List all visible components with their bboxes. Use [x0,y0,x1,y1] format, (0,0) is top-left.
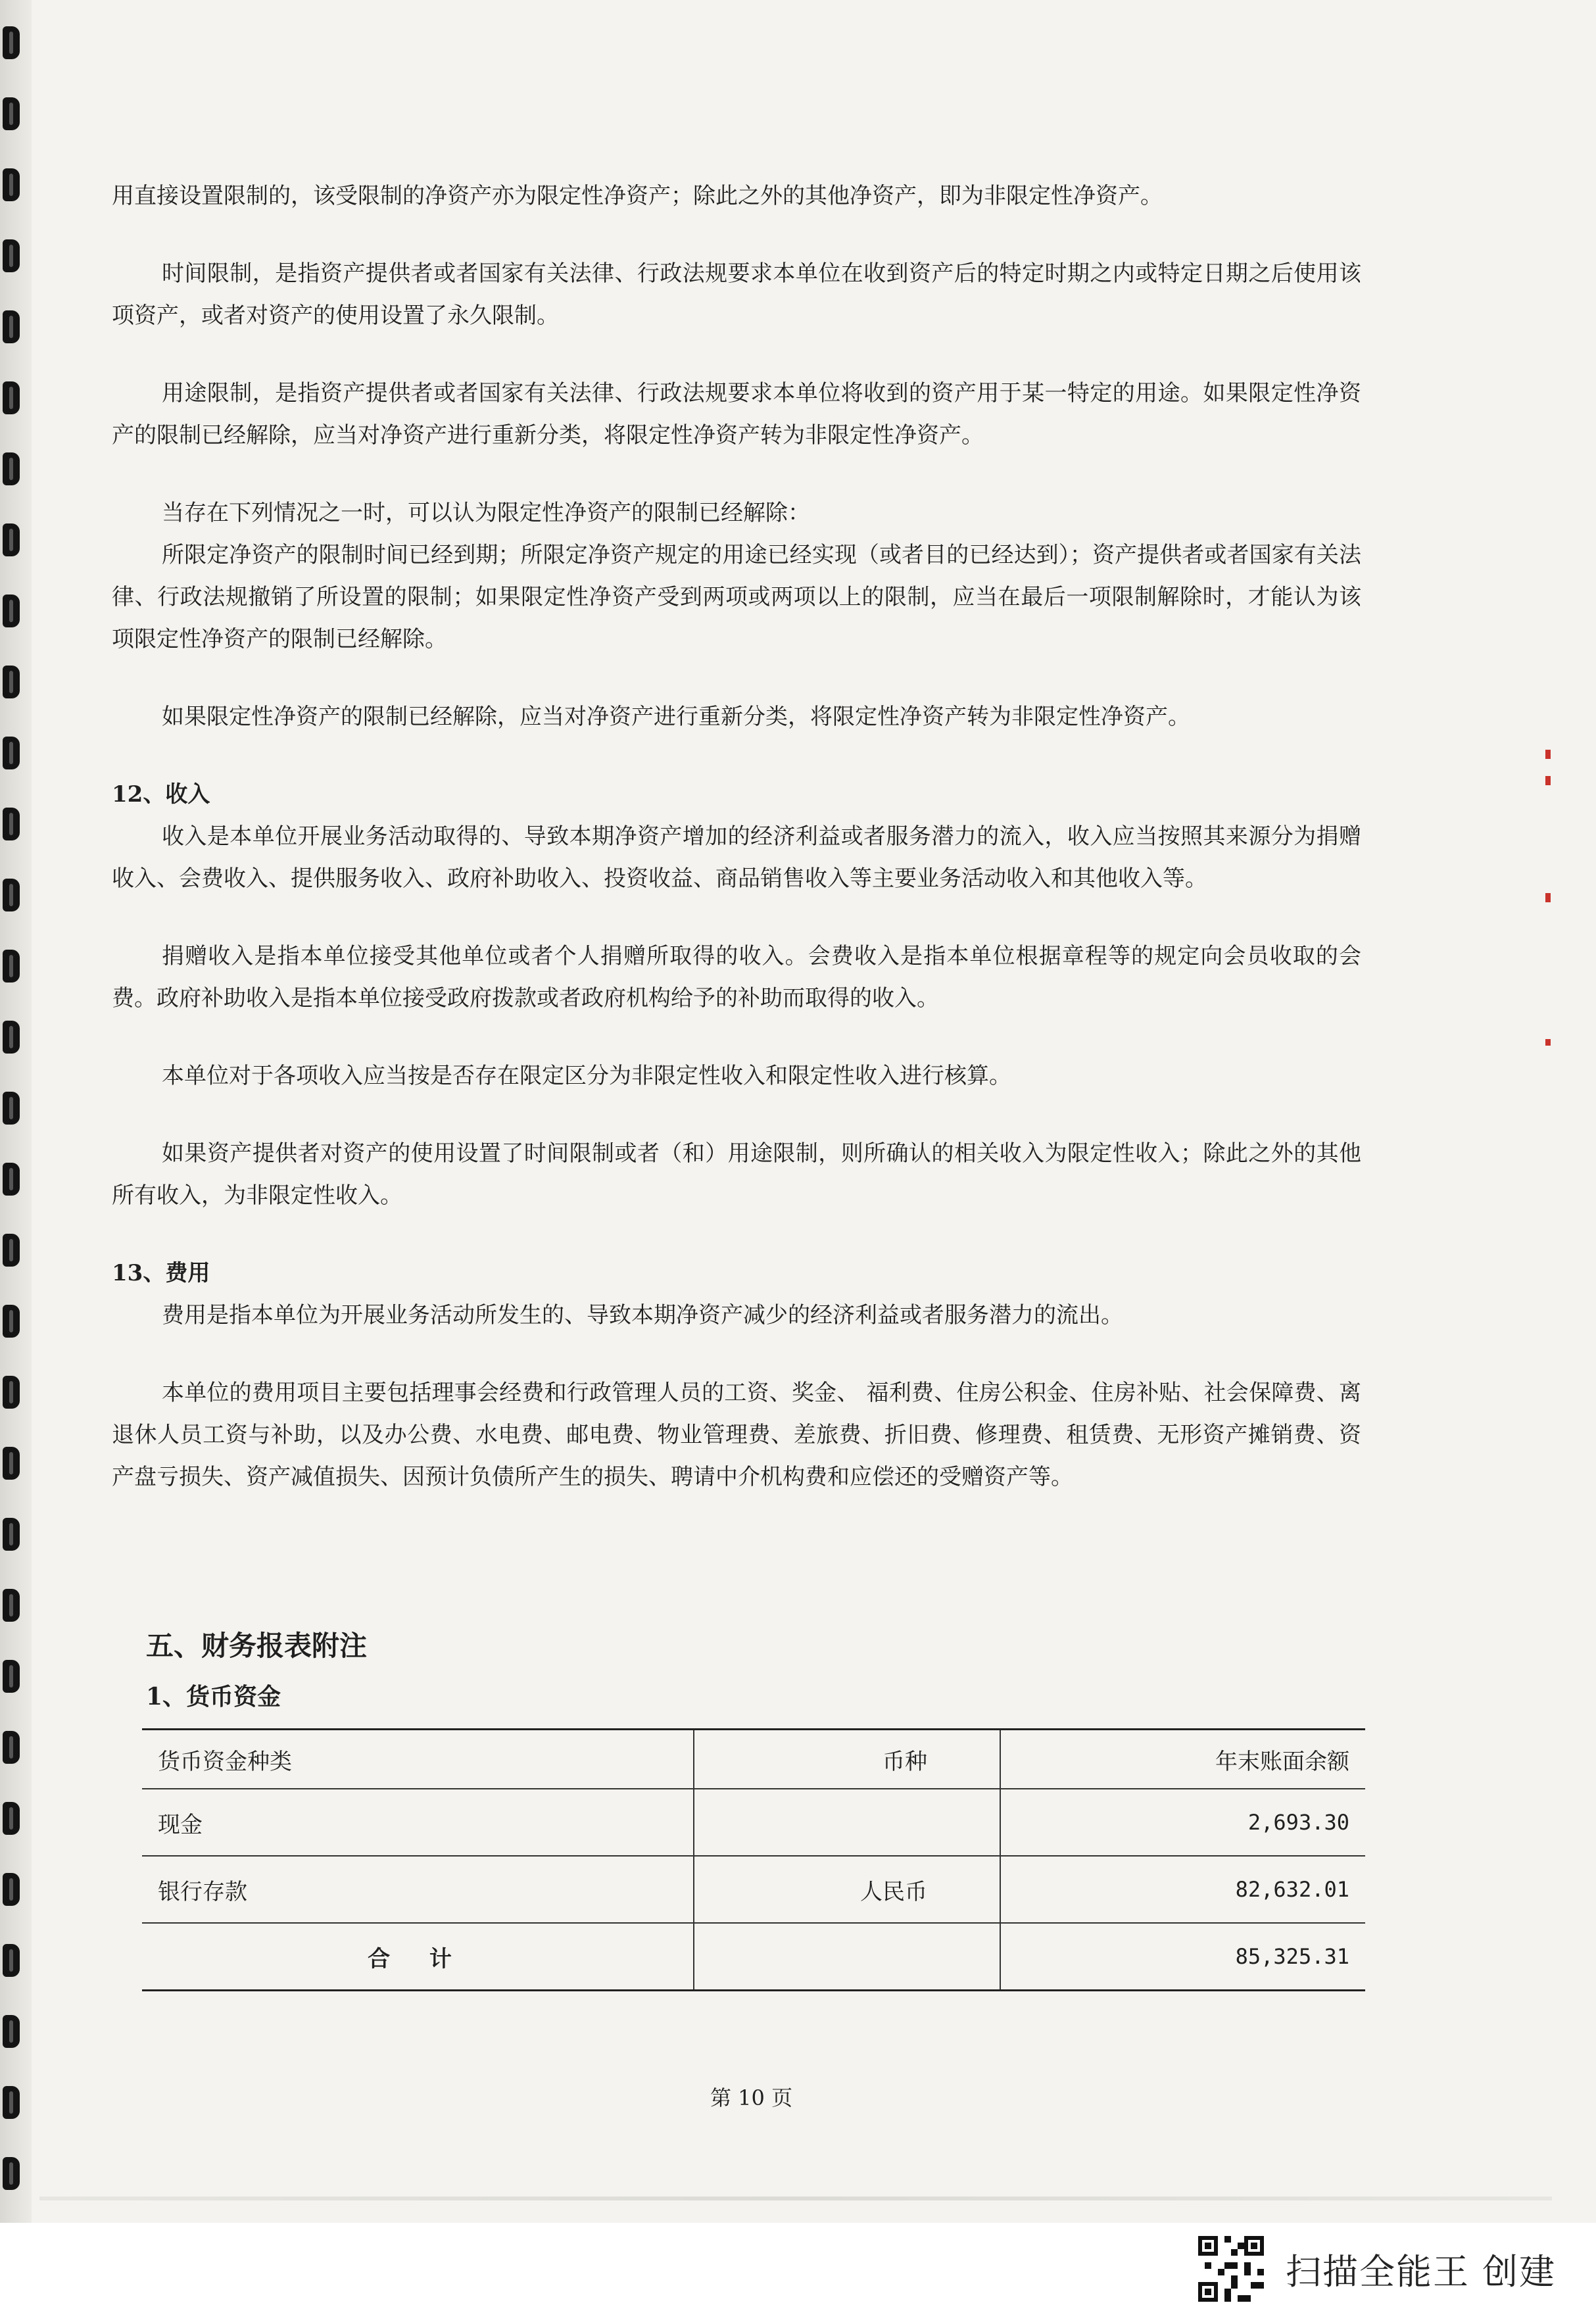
paragraph-reclassify: 如果限定性净资产的限制已经解除，应当对净资产进行重新分类，将限定性净资产转为非限定性净资产。 [162,704,1190,730]
binding-ring [3,168,20,201]
cell-balance: 2,693.30 [1000,1789,1365,1856]
paragraph-donation-income: 捐赠收入是指本单位接受其他单位或者个人捐赠所取得的收入。会费收入是指本单位根据章程等的规定向会员收取的会费。政府补助收入是指本单位接受政府拨款或者政府机构给予的补助而取得的收入。 [112,943,1361,1011]
binding-ring [3,666,20,698]
total-currency [694,1923,1000,1991]
binding-ring [3,97,20,130]
paragraph-release-conditions: 当存在下列情况之一时，可以认为限定性净资产的限制已经解除： [162,500,810,526]
section-title: 五、财务报表附注 [146,1630,368,1662]
header-cash-type: 货币资金种类 [142,1730,694,1789]
heading-expenses: 13、费用 [112,1260,210,1286]
paragraph-income-definition: 收入是本单位开展业务活动取得的、导致本期净资产增加的经济利益或者服务潜力的流入，收入应当按照其来源分为捐赠收入、会费收入、提供服务收入、政府补助收入、投资收益、商品销售收入等主要业务活动收入和其他收入等。 [112,823,1361,892]
binding-ring [3,1305,20,1338]
binding-ring [3,239,20,272]
binding-ring [3,1092,20,1125]
scanner-brand-label: 扫描全能王 创建 [1286,2251,1557,2293]
red-mark [1545,750,1551,759]
paragraph-expense-definition: 费用是指本单位为开展业务活动所发生的、导致本期净资产减少的经济利益或者服务潜力的流出。 [162,1302,1123,1328]
binding-ring [3,1447,20,1480]
page-number: 第 10 页 [710,2085,793,2110]
binding-ring [3,1660,20,1693]
paragraph-1: 用直接设置限制的，该受限制的净资产亦为限定性净资产；除此之外的其他净资产，即为非限定性净资产。 [112,183,1163,209]
binding-ring [3,1944,20,1977]
table-header-row [142,1730,1365,1789]
binding-ring [3,2157,20,2190]
binding-ring [3,381,20,414]
binding-ring [3,808,20,840]
paragraph-restricted-income: 如果资产提供者对资产的使用设置了时间限制或者（和）用途限制，则所确认的相关收入为限定性收入；除此之外的其他所有收入，为非限定性收入。 [112,1140,1361,1209]
qr-code-icon [1198,2236,1264,2302]
binding-ring [3,2015,20,2048]
binding-ring [3,1163,20,1196]
section-subtitle: 1、货币资金 [146,1683,281,1711]
red-mark [1545,776,1551,785]
table-total-row [142,1923,1365,1991]
binding-ring [3,523,20,556]
total-balance: 85,325.31 [1000,1923,1365,1991]
cell-type: 现金 [142,1789,694,1856]
binding-ring [3,1731,20,1764]
paragraph-use-restriction: 用途限制，是指资产提供者或者国家有关法律、行政法规要求本单位将收到的资产用于某一特定的用途。如果限定性净资产的限制已经解除，应当对净资产进行重新分类，将限定性净资产转为非限定性净资产。 [112,380,1361,449]
binding-ring [3,310,20,343]
body-text [112,175,1361,1498]
binding-ring [3,1802,20,1835]
cell-currency: 人民币 [694,1856,1000,1923]
binding-ring [3,1021,20,1054]
binding-ring [3,26,20,59]
table-row [142,1789,1365,1856]
binding-ring [3,452,20,485]
table-row [142,1856,1365,1923]
paragraph-release-list: 所限定净资产的限制时间已经到期；所限定净资产规定的用途已经实现（或者目的已经达到）；资产提供者或者国家有关法律、行政法规撤销了所设置的限制；如果限定性净资产受到两项或两项以上的限制，应当在最后一项限制解除时，才能认为该项限定性净资产的限制已经解除。 [112,542,1361,652]
paragraph-income-accounting: 本单位对于各项收入应当按是否存在限定区分为非限定性收入和限定性收入进行核算。 [162,1063,1011,1089]
binding-ring [3,1376,20,1409]
binding-ring [3,1234,20,1267]
red-mark [1545,893,1551,902]
red-mark [1545,1039,1551,1046]
heading-income: 12、收入 [112,781,210,808]
cash-table [142,1728,1365,1991]
binding-ring [3,595,20,627]
scan-artifact-line [39,2197,1552,2200]
binding-ring [3,1518,20,1551]
binding-ring [3,2086,20,2119]
paragraph-time-restriction: 时间限制，是指资产提供者或者国家有关法律、行政法规要求本单位在收到资产后的特定时期之内或特定日期之后使用该项资产，或者对资产的使用设置了永久限制。 [112,260,1361,329]
cell-type: 银行存款 [142,1856,694,1923]
header-year-end-balance: 年末账面余额 [1000,1730,1365,1789]
binding-ring [3,950,20,983]
cell-currency [694,1789,1000,1856]
paragraph-expense-items: 本单位的费用项目主要包括理事会经费和行政管理人员的工资、奖金、 福利费、住房公积金、住房补贴、社会保障费、离退休人员工资与补助，以及办公费、水电费、邮电费、物业管理费、差旅费、折旧费、修理费、租赁费、无形资产摊销费、资产盘亏损失、资产减值损失、因预计负债所产生的损失、聘请中介机构费和应偿还的受赠资产等。 [112,1380,1361,1490]
binding-ring [3,1873,20,1906]
binding-ring [3,1589,20,1622]
cell-balance: 82,632.01 [1000,1856,1365,1923]
header-currency: 币种 [694,1730,1000,1789]
total-label: 合 计 [142,1923,694,1991]
binding-ring [3,879,20,911]
binding-ring [3,737,20,769]
